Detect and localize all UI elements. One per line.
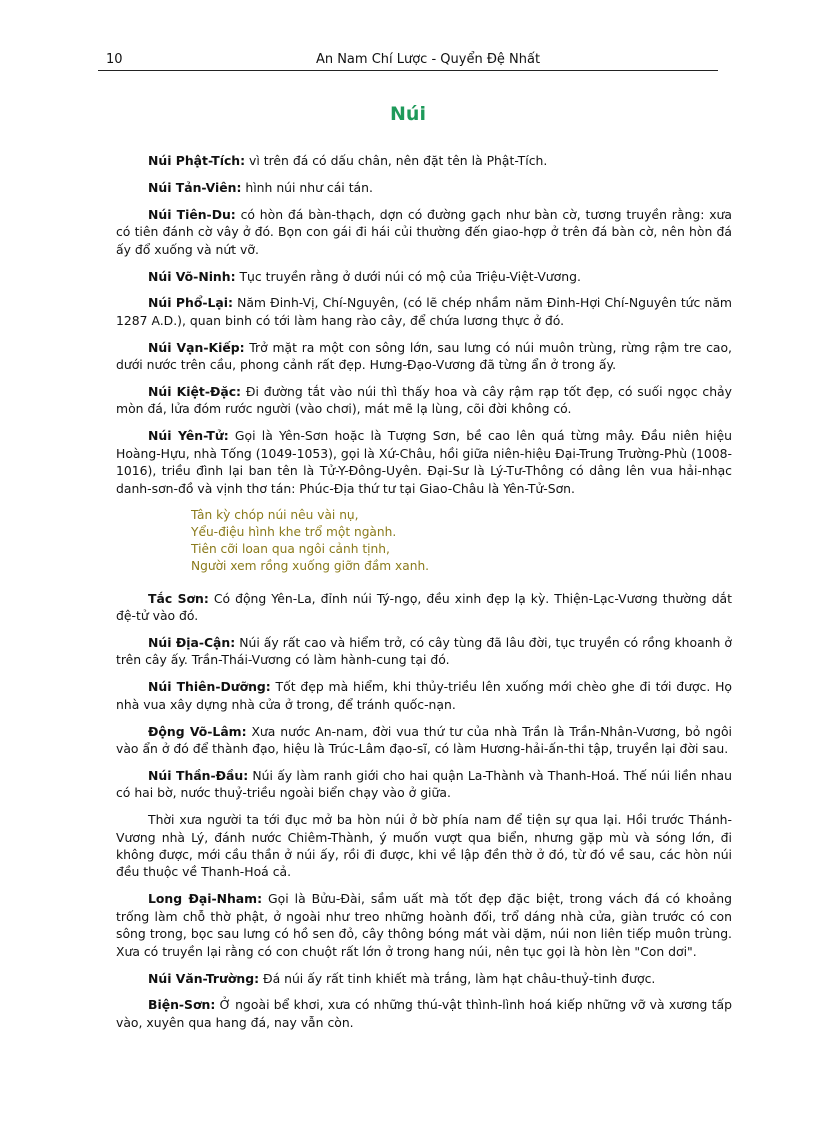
- entry-term: Núi Thiên-Dưỡng:: [148, 679, 271, 695]
- entry-term: Núi Văn-Trường:: [148, 970, 260, 986]
- entry-text: Đi đường tắt vào núi thì thấy hoa và cây rậm rạp tốt đẹp, có suối ngọc chảy mòn đá, lửa đóm rước người (vào chơi), mát mẽ lạ lùng, cõi đời không có.: [116, 384, 732, 417]
- entry-term: Núi Phổ-Lại:: [148, 295, 233, 311]
- document-body: [116, 152, 732, 1041]
- entry-term: Núi Địa-Cận:: [148, 635, 236, 650]
- entry-text: Có động Yên-La, đỉnh núi Tý-ngọ, đều xinh đẹp lạ kỳ. Thiện-Lạc-Vương thường dắt đệ-tử vào đó.: [116, 590, 733, 624]
- page-number: 10: [106, 52, 123, 67]
- entry-text: Núi ấy rất cao và hiểm trở, có cây tùng đã lâu đời, tục truyền có rồng khoanh ở trên cây ấy. Trần-Thái-Vương có làm hành-cung tại đó.: [116, 635, 733, 668]
- poem-line: Tiên cỡi loan qua ngôi cảnh tịnh,: [191, 542, 390, 557]
- entries-after-poem: [116, 590, 732, 1032]
- mountain-entry: [116, 767, 732, 802]
- running-title: An Nam Chí Lược - Quyển Đệ Nhất: [315, 52, 541, 67]
- entry-term: Tắc Sơn:: [148, 590, 209, 606]
- entry-term: Núi Kiệt-Đặc:: [148, 384, 242, 400]
- entry-text: Ở ngoài bể khơi, xưa có những thú-vật thình-lình hoá kiếp những vỡ và xương tấp vào, xuyên qua hang đá, nay vẫn còn.: [116, 997, 732, 1030]
- entry-term: Núi Tản-Viên:: [148, 179, 242, 195]
- mountain-entry: [116, 294, 732, 329]
- mountain-entry: [116, 890, 732, 960]
- entry-text: Núi ấy làm ranh giới cho hai quận La-Thành và Thanh-Hoá. Thế núi liền nhau có hai bờ, nước thuỷ-triều ngoài biển chạy vào ở giữa.: [116, 767, 732, 801]
- mountain-entry: [116, 634, 732, 669]
- poem-line: Người xem rồng xuống giỡn đầm xanh.: [191, 559, 430, 574]
- entry-text: Trở mặt ra một con sông lớn, sau lưng có núi muôn trùng, rừng rậm tre cao, dưới nước trên cầu, phong cảnh rất đẹp. Hưng-Đạo-Vương đã từng ẩn ở trong ấy.: [116, 339, 732, 373]
- poem: [191, 507, 732, 576]
- mountain-entry: [116, 268, 732, 285]
- entry-term: Núi Vạn-Kiếp:: [148, 339, 245, 355]
- header-rule: [98, 70, 718, 71]
- entry-text: Năm Đinh-Vị, Chí-Nguyên, (có lẽ chép nhầm năm Đinh-Hợi Chí-Nguyên tức năm 1287 A.D.), quan binh có tới làm hang rào cây, để chứa lương thực ở đó.: [116, 295, 732, 328]
- page-header: [98, 51, 718, 69]
- entry-text: Gọi là Bửu-Đài, sầm uất mà tốt đẹp đặc biệt, trong vách đá có khoảng trống làm chỗ thờ phật, ở ngoài như treo những hoành đối, trổ dáng nhà cửa, giàn trước có con sông trong, bọc sau lưng có hồ sen đỏ, cây thông bóng mát vài dặm, núi non liên tiếp muôn trùng. Xưa có truyền lại rằng có con chuột rất lớn ở trong hang núi, nên tục gọi là hòn lèn "Con dơi".: [116, 891, 732, 959]
- mountain-entry: [116, 970, 732, 987]
- entry-term: Long Đại-Nham:: [148, 891, 263, 907]
- mountain-entry: [116, 383, 732, 418]
- entry-term: Núi Phật-Tích:: [148, 153, 246, 168]
- entry-term: Núi Tiên-Du:: [148, 206, 236, 222]
- entry-text: Thời xưa người ta tới đục mở ba hòn núi ở bờ phía nam để tiện sự qua lại. Hồi trước Thánh-Vương nhà Lý, đánh nước Chiêm-Thành, ý muốn vượt qua biển, nhưng gặp mù và sóng lớn, đi không được, mới cầu thần ở núi ấy, rồi đi được, khi về lập đền thờ ở đó, từ đó về sau, các hòn núi đều thuộc về Thanh-Hoá cả.: [116, 812, 732, 880]
- entry-text: Tục truyền rằng ở dưới núi có mộ của Triệu-Việt-Vương.: [235, 268, 581, 284]
- mountain-entry: [116, 590, 732, 625]
- entry-term: Động Võ-Lâm:: [148, 723, 247, 739]
- mountain-entry: [116, 179, 732, 196]
- entry-text: Xưa nước An-nam, đời vua thứ tư của nhà Trần là Trần-Nhân-Vương, bỏ ngôi vào ẩn ở đó để thành đạo, hiệu là Trúc-Lâm đạo-sĩ, có làm Hương-hải-ấn-thi tập, truyền lại đời sau.: [116, 723, 732, 757]
- entry-text: có hòn đá bàn-thạch, dợn có đường gạch như bàn cờ, tương truyền rằng: xưa có tiên đánh cờ vây ở đó. Bọn con gái đi hái củi thường đến giao-hợp ở trên đá bàn cờ, nên hòn đá ấy đổ xuống và nứt vỡ.: [116, 206, 732, 257]
- mountain-entry: [116, 678, 732, 713]
- mountain-entry: [116, 339, 732, 374]
- entry-term: Biện-Sơn:: [148, 997, 216, 1013]
- entry-term: Núi Yên-Tử:: [148, 428, 229, 444]
- mountain-entry: [116, 152, 732, 169]
- entry-text: hình núi như cái tán.: [241, 179, 373, 195]
- entry-text: Đá núi ấy rất tinh khiết mà trắng, làm hạt châu-thuỷ-tinh được.: [259, 970, 656, 986]
- entry-text: Gọi là Yên-Sơn hoặc là Tượng Sơn, bề cao lên quá từng mây. Đầu niên hiệu Hoàng-Hựu, nhà Tống (1049-1053), gọi là Xứ-Châu, hồi giữa niên-hiệu Đại-Trung Trường-Phù (1008-1016), triều đình lại ban tên là Tử-Y-Đông-Uyên. Đại-Sư là Lý-Tư-Thông có dâng lên vua hải-nhạc danh-sơn-đồ và vịnh thơ tán: Phúc-Địa thứ tư tại Giao-Châu là Yên-Tử-Sơn.: [116, 428, 733, 496]
- poem-line: Tân kỳ chóp núi nêu vài nụ,: [191, 507, 359, 522]
- mountain-entry: [116, 427, 732, 497]
- poem-line: Yểu-điệu hình khe trổ một ngành.: [191, 524, 397, 539]
- entry-text: Tốt đẹp mà hiểm, khi thủy-triều lên xuống mới chèo ghe đi tới được. Họ nhà vua xây dựng nhà cửa ở trong, để tránh quốc-nạn.: [116, 679, 732, 712]
- entry-text: vì trên đá có dấu chân, nên đặt tên là Phật-Tích.: [245, 153, 548, 168]
- entry-term: Núi Thần-Đầu:: [148, 767, 249, 783]
- section-title: Núi: [390, 103, 426, 125]
- mountain-entry: [116, 996, 732, 1031]
- mountain-entry: [116, 811, 732, 881]
- entries-before-poem: [116, 152, 732, 497]
- entry-term: Núi Võ-Ninh:: [148, 268, 236, 284]
- mountain-entry: [116, 723, 732, 758]
- mountain-entry: [116, 206, 732, 258]
